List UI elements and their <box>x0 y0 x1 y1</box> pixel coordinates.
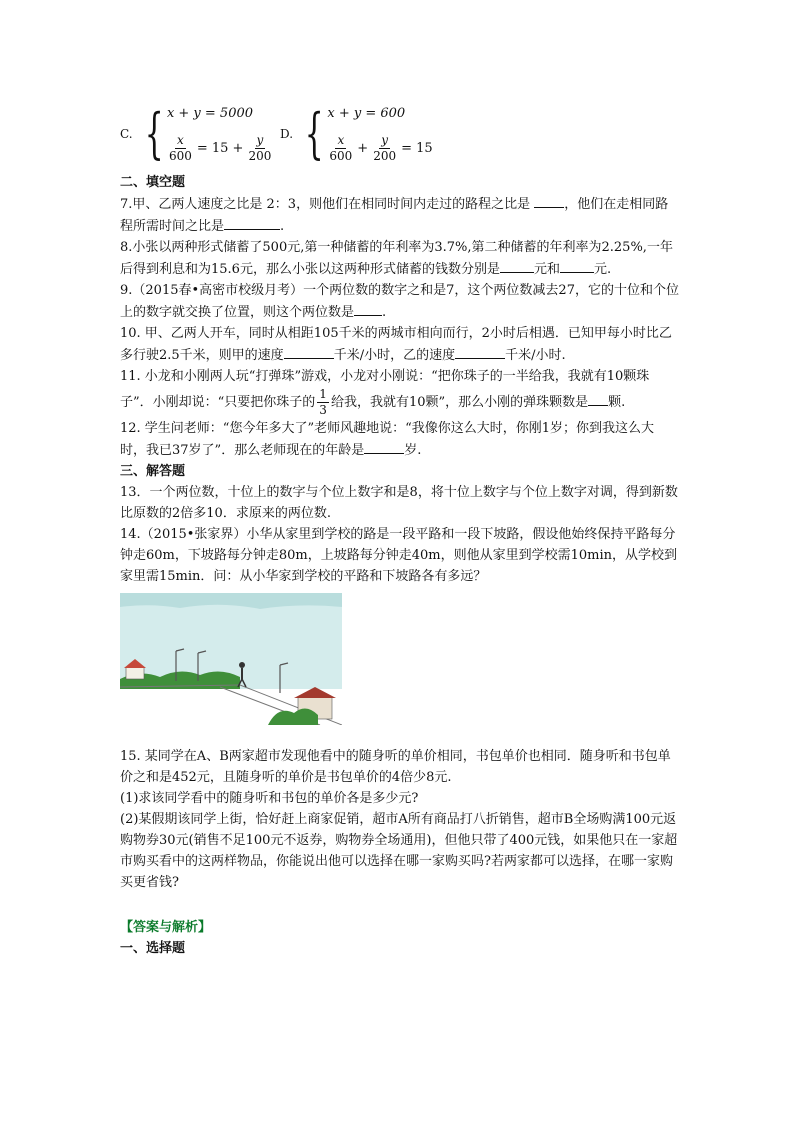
answer-blank <box>364 439 404 454</box>
option-d-frac1-den: 600 <box>329 148 353 163</box>
q8-text-c: 元. <box>593 262 612 277</box>
section-heading-fill-in: 二、填空题 <box>120 175 186 190</box>
q10-text-c: 千米/小时. <box>505 348 566 363</box>
answer-blank <box>588 391 608 406</box>
question-11 <box>120 366 680 418</box>
answer-blank <box>534 193 564 208</box>
q10-text-b: 千米/小时，乙的速度 <box>333 348 456 363</box>
question-15-part-2: (2)某假期该同学上街，恰好赶上商家促销，超市A所有商品打八折销售，超市B全场购满100元返购物券30元(销售不足100元不返券，购物券全场通用)，但他只带了400元钱，如果他只在一家超市购买看中的这两样物品，你能说出他可以选择在哪一家购买吗?若两家都可以选择，在哪一家购买更省钱? <box>120 812 678 890</box>
q7-text-a: 7.甲、乙两人速度之比是 2：3，则他们在相同时间内走过的路程之比是 <box>120 197 535 212</box>
brace-icon: { <box>304 102 324 165</box>
question-9 <box>120 280 680 323</box>
q7-text-c: . <box>280 219 285 234</box>
q11-text-b: 给我，我就有10颗”，那么小刚的弹珠颗数是 <box>330 395 589 410</box>
q9-text-b: . <box>382 305 387 320</box>
option-d-frac1-num: x <box>337 132 345 147</box>
option-d-frac2-den: 200 <box>373 148 397 163</box>
question-12 <box>120 418 680 461</box>
question-10 <box>120 323 680 366</box>
q11-text-c: 颗. <box>608 395 626 410</box>
road-scene-image <box>120 593 342 725</box>
option-c-mid: = 15 + <box>196 140 244 156</box>
option-c-frac2-den: 200 <box>248 148 272 163</box>
q10-text-a: 10. 甲、乙两人开车，同时从相距105千米的两城市相向而行，2小时后相遇．已知甲每小时比乙多行驶2.5千米，则甲的速度 <box>120 326 672 363</box>
q8-text-b: 元和 <box>533 262 560 277</box>
q8-text-a: 8.小张以两种形式储蓄了500元,第一种储蓄的年利率为3.7%,第二种储蓄的年利率为2.25%,一年后得到利息和为15.6元，那么小张以这两种形式储蓄的钱数分别是 <box>120 240 673 277</box>
question-7 <box>120 193 680 237</box>
option-c-eq1: x + y = 5000 <box>166 106 254 121</box>
answer-blank <box>560 258 594 273</box>
question-8 <box>120 237 680 280</box>
question-13: 13．一个两位数，十位上的数字与个位上数字和是8，将十位上数字与个位上数字对调，得到新数比原数的2倍多10．求原来的两位数. <box>120 485 678 521</box>
q11-text-a: 11. 小龙和小刚两人玩“打弹珠”游戏，小龙对小刚说：“把你珠子的一半给我，我就有10颗珠子”．小刚却说：“只要把你珠子的 <box>120 369 650 410</box>
option-d-tail: = 15 <box>401 140 433 156</box>
answer-blank <box>455 344 505 359</box>
question-14: 14.（2015•张家界）小华从家里到学校的路是一段平路和一段下坡路，假设他始终保持平路每分钟走60m，下坡路每分钟走80m，上坡路每分钟走40m，则他从家里到学校需10min，从学校到家里需15min．问：从小华家到学校的平路和下坡路各有多远？ <box>120 527 678 584</box>
section-heading-solve: 三、解答题 <box>120 464 186 479</box>
answer-blank <box>284 344 334 359</box>
q11-frac-den: 3 <box>319 403 327 417</box>
option-d-eq1: x + y = 600 <box>327 106 406 121</box>
q11-fraction <box>317 387 329 418</box>
option-c-frac1-num: x <box>177 132 184 147</box>
answer-blank <box>500 258 534 273</box>
option-d-frac2-num: y <box>381 132 389 147</box>
q12-text-a: 12. 学生问老师：“您今年多大了”老师风趣地说：“我像你这么大时，你刚1岁；你到我这么大时，我已37岁了”．那么老师现在的年龄是 <box>120 421 655 458</box>
document-page <box>120 100 680 959</box>
q7-text-b: ，他们在走相同路程所需时间之比是 <box>120 197 669 234</box>
option-c <box>120 100 273 168</box>
answer-blank <box>354 301 382 316</box>
brace-icon: { <box>144 102 164 165</box>
answers-title: 【答案与解析】 <box>120 920 212 935</box>
option-d-eq2 <box>327 128 435 168</box>
q11-frac-num: 1 <box>319 387 327 401</box>
question-15-part-1: (1)求该同学看中的随身听和书包的单价各是多少元? <box>120 791 419 806</box>
q9-text-a: 9.（2015春•高密市校级月考）一个两位数的数字之和是7，这个两位数减去27，它的十位和个位上的数字就交换了位置，则这个两位数是 <box>120 283 679 320</box>
road-illustration <box>120 593 680 732</box>
option-d <box>280 100 436 168</box>
option-d-mid: + <box>357 140 369 156</box>
section-heading-choice: 一、选择题 <box>120 941 186 956</box>
question-15-intro: 15. 某同学在A、B两家超市发现他看中的随身听的单价相同，书包单价也相同．随身听和书包单价之和是452元，且随身听的单价是书包单价的4倍少8元. <box>120 749 671 785</box>
option-c-eq2 <box>167 128 273 168</box>
choice-options <box>120 100 680 172</box>
q12-text-b: 岁. <box>404 443 422 458</box>
option-c-frac1-den: 600 <box>168 148 192 163</box>
option-c-frac2-num: y <box>256 132 264 147</box>
option-c-label: C. <box>120 126 133 141</box>
option-d-label: D. <box>280 126 294 141</box>
answer-blank <box>224 215 280 230</box>
